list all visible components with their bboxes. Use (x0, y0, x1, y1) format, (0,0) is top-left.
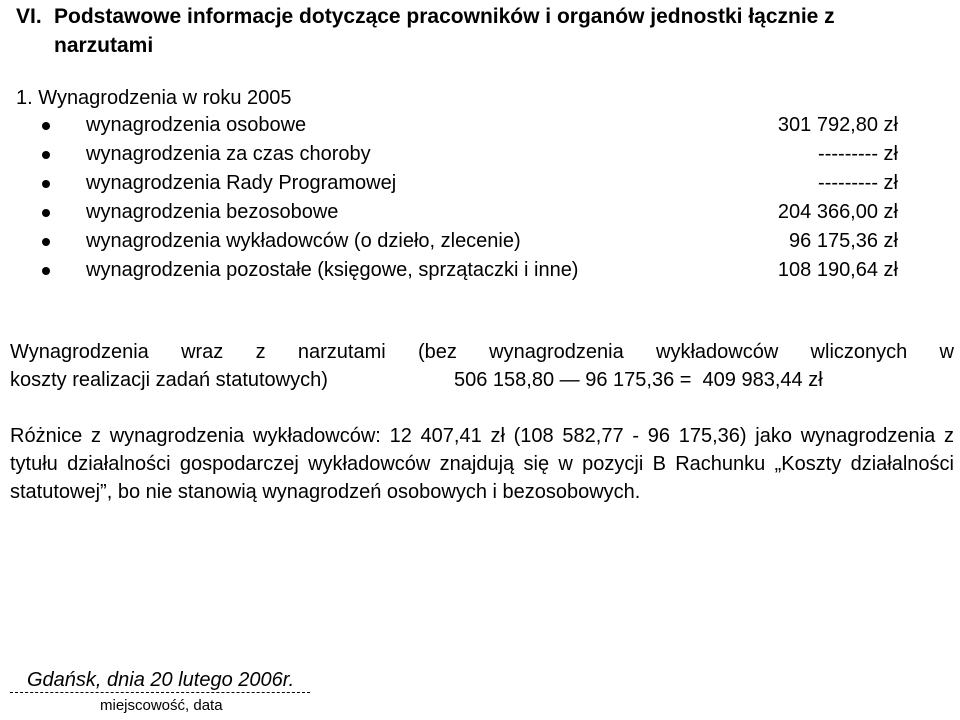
section-title-line1: Podstawowe informacje dotyczące pracowników i organów jednostki łącznie z (54, 5, 835, 28)
item-label: wynagrodzenia bezosobowe (86, 201, 339, 223)
salary-list (0, 111, 960, 285)
list-item (0, 227, 960, 256)
bullet-icon (42, 209, 50, 217)
item-label: wynagrodzenia pozostałe (księgowe, sprzątaczki i inne) (86, 259, 579, 281)
summary-paragraph (10, 338, 954, 394)
item-label: wynagrodzenia za czas choroby (86, 143, 371, 165)
signature-line (10, 692, 310, 693)
section-heading (16, 2, 956, 60)
list-item (0, 256, 960, 285)
bullet-icon (42, 238, 50, 246)
item-label: wynagrodzenia wykładowców (o dzieło, zlecenie) (86, 230, 521, 252)
item-amount: --------- zł (818, 172, 898, 194)
item-amount: 96 175,36 zł (789, 230, 898, 252)
list-item (0, 111, 960, 140)
summary-line2-wrapper (10, 366, 954, 394)
section-title-line2: narzutami (54, 34, 154, 57)
item-label: wynagrodzenia osobowe (86, 114, 307, 136)
note-paragraph: Różnice z wynagrodzenia wykładowców: 12 407,41 zł (108 582,77 - 96 175,36) jako wynagrodzenia z tytułu działalności gospodarczej wykładowców znajdują się w pozycji B Rachunku „Koszty działalności statutowej”, bo nie stanowią wynagrodzeń osobowych i bezosobowych. (10, 425, 954, 503)
place-date-caption: miejscowość, data (100, 697, 223, 714)
item-amount: 108 190,64 zł (777, 259, 898, 281)
subsection-title: 1. Wynagrodzenia w roku 2005 (16, 87, 292, 109)
bullet-icon (42, 180, 50, 188)
list-item (0, 140, 960, 169)
item-amount: 204 366,00 zł (777, 201, 898, 223)
list-item (0, 198, 960, 227)
section-number: VI. (16, 5, 42, 28)
item-amount: 301 792,80 zł (777, 114, 898, 136)
item-label: wynagrodzenia Rady Programowej (86, 172, 397, 194)
summary-expression: 506 158,80 — 96 175,36 = 409 983,44 zł (454, 369, 823, 391)
bullet-icon (42, 267, 50, 275)
bullet-icon (42, 122, 50, 130)
place-date: Gdańsk, dnia 20 lutego 2006r. (27, 669, 295, 691)
summary-line1: Wynagrodzenia wraz z narzutami (bez wynagrodzenia wykładowców wliczonych w (10, 341, 954, 363)
list-item (0, 169, 960, 198)
summary-line2: koszty realizacji zadań statutowych) (10, 369, 328, 391)
item-amount: --------- zł (818, 143, 898, 165)
bullet-icon (42, 151, 50, 159)
